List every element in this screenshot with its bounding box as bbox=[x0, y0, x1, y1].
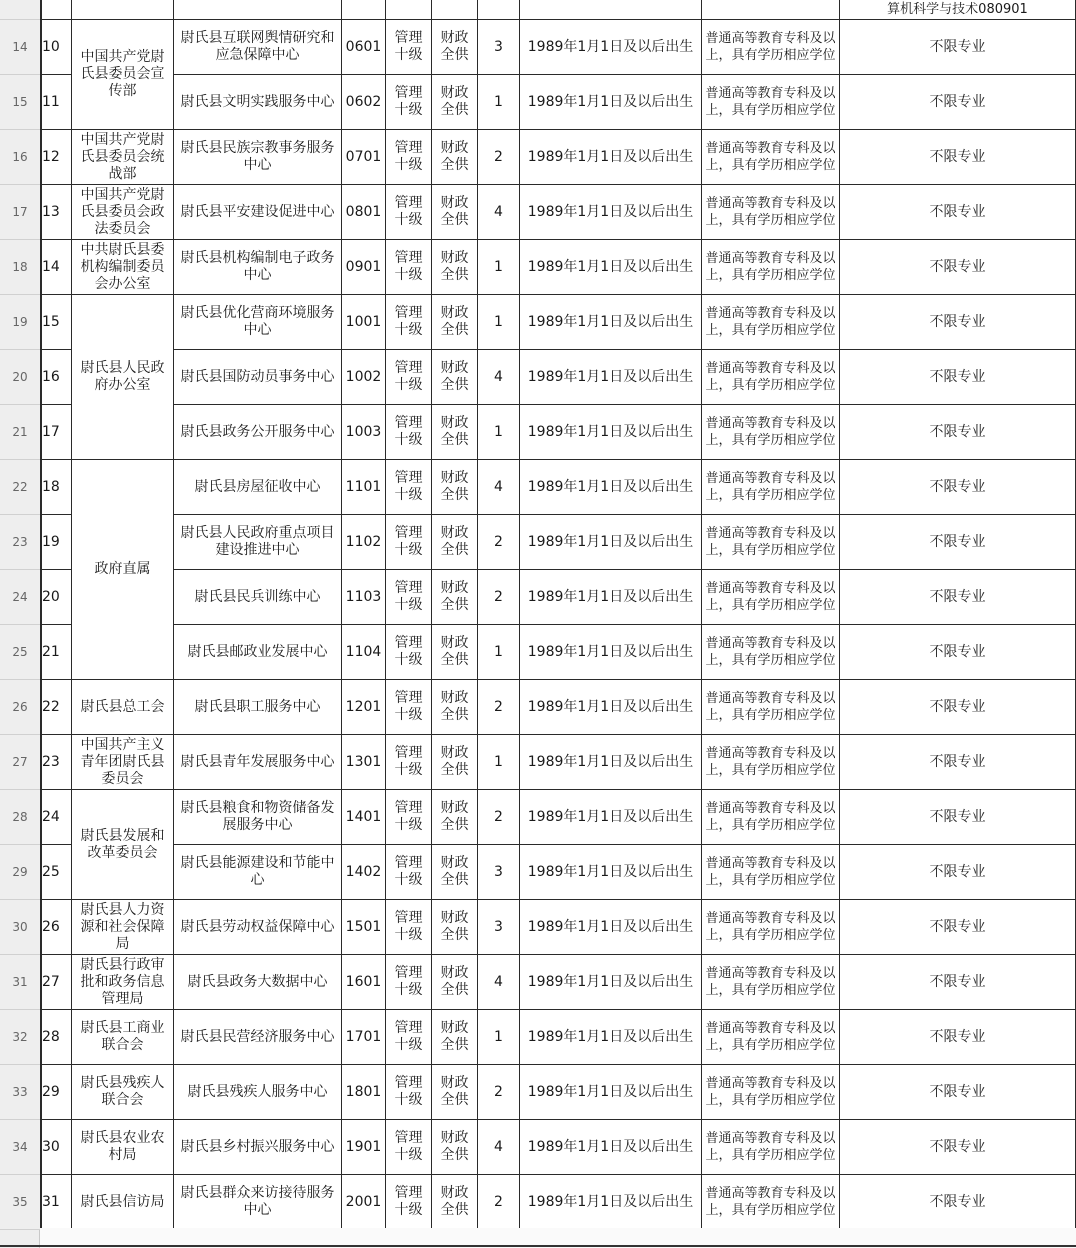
birth-cell[interactable]: 1989年1月1日及以后出生 bbox=[520, 75, 702, 130]
seq-cell[interactable]: 24 bbox=[40, 790, 72, 845]
birth-cell[interactable]: 1989年1月1日及以后出生 bbox=[520, 845, 702, 900]
education-cell[interactable]: 普通高等教育专科及以上，具有学历相应学位 bbox=[702, 625, 840, 680]
birth-cell[interactable]: 1989年1月1日及以后出生 bbox=[520, 20, 702, 75]
birth-cell[interactable]: 1989年1月1日及以后出生 bbox=[520, 1120, 702, 1175]
major-cell[interactable]: 不限专业 bbox=[840, 900, 1076, 955]
birth-cell[interactable]: 1989年1月1日及以后出生 bbox=[520, 130, 702, 185]
count-cell[interactable]: 1 bbox=[478, 625, 520, 680]
position-cell[interactable]: 尉氏县民营经济服务中心 bbox=[174, 1010, 342, 1065]
seq-cell[interactable]: 19 bbox=[40, 515, 72, 570]
level-cell[interactable]: 管理十级 bbox=[386, 405, 432, 460]
education-cell[interactable]: 普通高等教育专科及以上，具有学历相应学位 bbox=[702, 955, 840, 1010]
row-header[interactable]: 21 bbox=[0, 405, 40, 460]
major-cell[interactable]: 不限专业 bbox=[840, 955, 1076, 1010]
birth-cell[interactable]: 1989年1月1日及以后出生 bbox=[520, 735, 702, 790]
position-cell[interactable]: 尉氏县机构编制电子政务中心 bbox=[174, 240, 342, 295]
seq-cell[interactable]: 14 bbox=[40, 240, 72, 295]
seq-cell[interactable]: 22 bbox=[40, 680, 72, 735]
seq-cell[interactable]: 23 bbox=[40, 735, 72, 790]
position-cell[interactable]: 尉氏县群众来访接待服务中心 bbox=[174, 1175, 342, 1230]
count-cell[interactable]: 1 bbox=[478, 735, 520, 790]
bottom-border bbox=[0, 1245, 1076, 1247]
level-cell[interactable]: 管理十级 bbox=[386, 1010, 432, 1065]
unit-cell[interactable]: 尉氏县人民政府办公室 bbox=[72, 295, 174, 460]
level-cell[interactable]: 管理十级 bbox=[386, 570, 432, 625]
row-header[interactable]: 32 bbox=[0, 1010, 40, 1065]
top-partial-cell[interactable] bbox=[478, 0, 520, 20]
education-cell[interactable]: 普通高等教育专科及以上，具有学历相应学位 bbox=[702, 405, 840, 460]
code-cell[interactable]: 1104 bbox=[342, 625, 386, 680]
position-cell[interactable]: 尉氏县国防动员事务中心 bbox=[174, 350, 342, 405]
row-header[interactable]: 34 bbox=[0, 1120, 40, 1175]
row-header[interactable]: 24 bbox=[0, 570, 40, 625]
birth-cell[interactable]: 1989年1月1日及以后出生 bbox=[520, 515, 702, 570]
funding-cell[interactable]: 财政全供 bbox=[432, 350, 478, 405]
code-cell[interactable]: 1901 bbox=[342, 1120, 386, 1175]
count-cell[interactable]: 1 bbox=[478, 295, 520, 350]
count-cell[interactable]: 2 bbox=[478, 1065, 520, 1120]
count-cell[interactable]: 1 bbox=[478, 240, 520, 295]
major-cell[interactable]: 不限专业 bbox=[840, 680, 1076, 735]
major-cell[interactable]: 不限专业 bbox=[840, 20, 1076, 75]
level-cell[interactable]: 管理十级 bbox=[386, 955, 432, 1010]
level-cell[interactable]: 管理十级 bbox=[386, 295, 432, 350]
row-header[interactable]: 20 bbox=[0, 350, 40, 405]
code-cell[interactable]: 1301 bbox=[342, 735, 386, 790]
major-cell[interactable]: 不限专业 bbox=[840, 240, 1076, 295]
position-cell[interactable]: 尉氏县房屋征收中心 bbox=[174, 460, 342, 515]
code-cell[interactable]: 1103 bbox=[342, 570, 386, 625]
seq-cell[interactable]: 21 bbox=[40, 625, 72, 680]
major-cell[interactable]: 不限专业 bbox=[840, 845, 1076, 900]
education-cell[interactable]: 普通高等教育专科及以上，具有学历相应学位 bbox=[702, 460, 840, 515]
education-cell[interactable]: 普通高等教育专科及以上，具有学历相应学位 bbox=[702, 570, 840, 625]
birth-cell[interactable]: 1989年1月1日及以后出生 bbox=[520, 240, 702, 295]
level-cell[interactable]: 管理十级 bbox=[386, 625, 432, 680]
row-header[interactable]: 30 bbox=[0, 900, 40, 955]
position-cell[interactable]: 尉氏县残疾人服务中心 bbox=[174, 1065, 342, 1120]
row-header[interactable]: 25 bbox=[0, 625, 40, 680]
seq-cell[interactable]: 30 bbox=[40, 1120, 72, 1175]
birth-cell[interactable]: 1989年1月1日及以后出生 bbox=[520, 405, 702, 460]
funding-cell[interactable]: 财政全供 bbox=[432, 405, 478, 460]
top-partial-cell[interactable] bbox=[342, 0, 386, 20]
education-cell[interactable]: 普通高等教育专科及以上，具有学历相应学位 bbox=[702, 185, 840, 240]
unit-cell[interactable]: 中国共产主义青年团尉氏县委员会 bbox=[72, 735, 174, 790]
seq-cell[interactable]: 27 bbox=[40, 955, 72, 1010]
funding-cell[interactable]: 财政全供 bbox=[432, 75, 478, 130]
position-cell[interactable]: 尉氏县青年发展服务中心 bbox=[174, 735, 342, 790]
unit-cell[interactable]: 尉氏县发展和改革委员会 bbox=[72, 790, 174, 900]
code-cell[interactable]: 0701 bbox=[342, 130, 386, 185]
education-cell[interactable]: 普通高等教育专科及以上，具有学历相应学位 bbox=[702, 240, 840, 295]
position-cell[interactable]: 尉氏县民兵训练中心 bbox=[174, 570, 342, 625]
row-header[interactable] bbox=[0, 0, 40, 20]
seq-cell[interactable]: 29 bbox=[40, 1065, 72, 1120]
code-cell[interactable]: 1501 bbox=[342, 900, 386, 955]
major-cell[interactable]: 不限专业 bbox=[840, 1175, 1076, 1230]
funding-cell[interactable]: 财政全供 bbox=[432, 1175, 478, 1230]
code-cell[interactable]: 1003 bbox=[342, 405, 386, 460]
birth-cell[interactable]: 1989年1月1日及以后出生 bbox=[520, 1065, 702, 1120]
position-cell[interactable]: 尉氏县人民政府重点项目建设推进中心 bbox=[174, 515, 342, 570]
code-cell[interactable]: 0601 bbox=[342, 20, 386, 75]
top-partial-cell[interactable] bbox=[40, 0, 72, 20]
major-cell[interactable]: 不限专业 bbox=[840, 460, 1076, 515]
count-cell[interactable]: 3 bbox=[478, 20, 520, 75]
row-header[interactable]: 17 bbox=[0, 185, 40, 240]
code-cell[interactable]: 1402 bbox=[342, 845, 386, 900]
unit-cell[interactable]: 尉氏县残疾人联合会 bbox=[72, 1065, 174, 1120]
education-cell[interactable]: 普通高等教育专科及以上，具有学历相应学位 bbox=[702, 295, 840, 350]
unit-cell[interactable]: 中国共产党尉氏县委员会统战部 bbox=[72, 130, 174, 185]
count-cell[interactable]: 4 bbox=[478, 460, 520, 515]
position-cell[interactable]: 尉氏县平安建设促进中心 bbox=[174, 185, 342, 240]
education-cell[interactable]: 普通高等教育专科及以上，具有学历相应学位 bbox=[702, 845, 840, 900]
birth-cell[interactable]: 1989年1月1日及以后出生 bbox=[520, 570, 702, 625]
seq-cell[interactable]: 15 bbox=[40, 295, 72, 350]
row-header[interactable]: 28 bbox=[0, 790, 40, 845]
code-cell[interactable]: 2001 bbox=[342, 1175, 386, 1230]
row-header[interactable]: 23 bbox=[0, 515, 40, 570]
birth-cell[interactable]: 1989年1月1日及以后出生 bbox=[520, 790, 702, 845]
unit-cell[interactable]: 政府直属 bbox=[72, 460, 174, 680]
position-cell[interactable]: 尉氏县职工服务中心 bbox=[174, 680, 342, 735]
education-cell[interactable]: 普通高等教育专科及以上，具有学历相应学位 bbox=[702, 680, 840, 735]
education-cell[interactable]: 普通高等教育专科及以上，具有学历相应学位 bbox=[702, 515, 840, 570]
birth-cell[interactable]: 1989年1月1日及以后出生 bbox=[520, 900, 702, 955]
count-cell[interactable]: 4 bbox=[478, 1120, 520, 1175]
funding-cell[interactable]: 财政全供 bbox=[432, 1120, 478, 1175]
funding-cell[interactable]: 财政全供 bbox=[432, 1065, 478, 1120]
top-partial-cell[interactable] bbox=[432, 0, 478, 20]
top-partial-cell[interactable] bbox=[520, 0, 702, 20]
count-cell[interactable]: 2 bbox=[478, 680, 520, 735]
seq-cell[interactable]: 16 bbox=[40, 350, 72, 405]
funding-cell[interactable]: 财政全供 bbox=[432, 460, 478, 515]
level-cell[interactable]: 管理十级 bbox=[386, 240, 432, 295]
top-partial-cell[interactable] bbox=[72, 0, 174, 20]
code-cell[interactable]: 0602 bbox=[342, 75, 386, 130]
row-header[interactable]: 26 bbox=[0, 680, 40, 735]
level-cell[interactable]: 管理十级 bbox=[386, 845, 432, 900]
row-header[interactable]: 31 bbox=[0, 955, 40, 1010]
row-header[interactable]: 16 bbox=[0, 130, 40, 185]
unit-cell[interactable]: 尉氏县行政审批和政务信息管理局 bbox=[72, 955, 174, 1010]
row-header[interactable]: 19 bbox=[0, 295, 40, 350]
count-cell[interactable]: 3 bbox=[478, 845, 520, 900]
position-cell[interactable]: 尉氏县乡村振兴服务中心 bbox=[174, 1120, 342, 1175]
code-cell[interactable]: 1101 bbox=[342, 460, 386, 515]
funding-cell[interactable]: 财政全供 bbox=[432, 20, 478, 75]
position-cell[interactable]: 尉氏县粮食和物资储备发展服务中心 bbox=[174, 790, 342, 845]
birth-cell[interactable]: 1989年1月1日及以后出生 bbox=[520, 185, 702, 240]
level-cell[interactable]: 管理十级 bbox=[386, 680, 432, 735]
education-cell[interactable]: 普通高等教育专科及以上，具有学历相应学位 bbox=[702, 75, 840, 130]
major-cell[interactable]: 不限专业 bbox=[840, 625, 1076, 680]
top-partial-cell[interactable] bbox=[174, 0, 342, 20]
position-cell[interactable]: 尉氏县邮政业发展中心 bbox=[174, 625, 342, 680]
count-cell[interactable]: 2 bbox=[478, 790, 520, 845]
funding-cell[interactable]: 财政全供 bbox=[432, 570, 478, 625]
unit-cell[interactable]: 尉氏县工商业联合会 bbox=[72, 1010, 174, 1065]
count-cell[interactable]: 4 bbox=[478, 185, 520, 240]
seq-cell[interactable]: 31 bbox=[40, 1175, 72, 1230]
count-cell[interactable]: 4 bbox=[478, 955, 520, 1010]
seq-cell[interactable]: 11 bbox=[40, 75, 72, 130]
major-cell[interactable]: 不限专业 bbox=[840, 75, 1076, 130]
position-cell[interactable]: 尉氏县互联网舆情研究和应急保障中心 bbox=[174, 20, 342, 75]
position-cell[interactable]: 尉氏县政务公开服务中心 bbox=[174, 405, 342, 460]
count-cell[interactable]: 1 bbox=[478, 405, 520, 460]
birth-cell[interactable]: 1989年1月1日及以后出生 bbox=[520, 350, 702, 405]
row-header[interactable]: 22 bbox=[0, 460, 40, 515]
row-header[interactable]: 15 bbox=[0, 75, 40, 130]
major-cell[interactable]: 不限专业 bbox=[840, 185, 1076, 240]
birth-cell[interactable]: 1989年1月1日及以后出生 bbox=[520, 1175, 702, 1230]
education-cell[interactable]: 普通高等教育专科及以上，具有学历相应学位 bbox=[702, 1175, 840, 1230]
position-cell[interactable]: 尉氏县政务大数据中心 bbox=[174, 955, 342, 1010]
funding-cell[interactable]: 财政全供 bbox=[432, 845, 478, 900]
education-cell[interactable]: 普通高等教育专科及以上，具有学历相应学位 bbox=[702, 900, 840, 955]
birth-cell[interactable]: 1989年1月1日及以后出生 bbox=[520, 295, 702, 350]
row-header[interactable]: 18 bbox=[0, 240, 40, 295]
birth-cell[interactable]: 1989年1月1日及以后出生 bbox=[520, 625, 702, 680]
major-cell[interactable]: 不限专业 bbox=[840, 570, 1076, 625]
row-header[interactable]: 35 bbox=[0, 1175, 40, 1230]
row-header[interactable]: 33 bbox=[0, 1065, 40, 1120]
education-cell[interactable]: 普通高等教育专科及以上，具有学历相应学位 bbox=[702, 1065, 840, 1120]
seq-cell[interactable]: 13 bbox=[40, 185, 72, 240]
code-cell[interactable]: 1002 bbox=[342, 350, 386, 405]
major-cell[interactable]: 不限专业 bbox=[840, 405, 1076, 460]
level-cell[interactable]: 管理十级 bbox=[386, 1120, 432, 1175]
code-cell[interactable]: 1601 bbox=[342, 955, 386, 1010]
funding-cell[interactable]: 财政全供 bbox=[432, 185, 478, 240]
birth-cell[interactable]: 1989年1月1日及以后出生 bbox=[520, 955, 702, 1010]
table-left-border bbox=[40, 0, 42, 1230]
code-cell[interactable]: 1102 bbox=[342, 515, 386, 570]
funding-cell[interactable]: 财政全供 bbox=[432, 900, 478, 955]
education-cell[interactable]: 普通高等教育专科及以上，具有学历相应学位 bbox=[702, 350, 840, 405]
count-cell[interactable]: 4 bbox=[478, 350, 520, 405]
top-partial-cell[interactable] bbox=[702, 0, 840, 20]
unit-cell[interactable]: 尉氏县农业农村局 bbox=[72, 1120, 174, 1175]
seq-cell[interactable]: 25 bbox=[40, 845, 72, 900]
level-cell[interactable]: 管理十级 bbox=[386, 1175, 432, 1230]
birth-cell[interactable]: 1989年1月1日及以后出生 bbox=[520, 680, 702, 735]
unit-cell[interactable]: 中共尉氏县委机构编制委员会办公室 bbox=[72, 240, 174, 295]
major-cell[interactable]: 不限专业 bbox=[840, 295, 1076, 350]
birth-cell[interactable]: 1989年1月1日及以后出生 bbox=[520, 1010, 702, 1065]
seq-cell[interactable]: 20 bbox=[40, 570, 72, 625]
funding-cell[interactable]: 财政全供 bbox=[432, 295, 478, 350]
level-cell[interactable]: 管理十级 bbox=[386, 75, 432, 130]
unit-cell[interactable]: 中国共产党尉氏县委员会政法委员会 bbox=[72, 185, 174, 240]
major-cell[interactable]: 不限专业 bbox=[840, 130, 1076, 185]
code-cell[interactable]: 1801 bbox=[342, 1065, 386, 1120]
major-cell[interactable]: 不限专业 bbox=[840, 1120, 1076, 1175]
count-cell[interactable]: 2 bbox=[478, 130, 520, 185]
major-cell[interactable]: 不限专业 bbox=[840, 515, 1076, 570]
code-cell[interactable]: 1201 bbox=[342, 680, 386, 735]
code-cell[interactable]: 0901 bbox=[342, 240, 386, 295]
funding-cell[interactable]: 财政全供 bbox=[432, 625, 478, 680]
level-cell[interactable]: 管理十级 bbox=[386, 900, 432, 955]
position-cell[interactable]: 尉氏县能源建设和节能中心 bbox=[174, 845, 342, 900]
code-cell[interactable]: 0801 bbox=[342, 185, 386, 240]
seq-cell[interactable]: 12 bbox=[40, 130, 72, 185]
level-cell[interactable]: 管理十级 bbox=[386, 1065, 432, 1120]
row-header[interactable]: 29 bbox=[0, 845, 40, 900]
funding-cell[interactable]: 财政全供 bbox=[432, 790, 478, 845]
count-cell[interactable]: 1 bbox=[478, 1010, 520, 1065]
funding-cell[interactable]: 财政全供 bbox=[432, 515, 478, 570]
position-cell[interactable]: 尉氏县优化营商环境服务中心 bbox=[174, 295, 342, 350]
position-cell[interactable]: 尉氏县劳动权益保障中心 bbox=[174, 900, 342, 955]
level-cell[interactable]: 管理十级 bbox=[386, 515, 432, 570]
seq-cell[interactable]: 18 bbox=[40, 460, 72, 515]
level-cell[interactable]: 管理十级 bbox=[386, 350, 432, 405]
count-cell[interactable]: 3 bbox=[478, 900, 520, 955]
funding-cell[interactable]: 财政全供 bbox=[432, 1010, 478, 1065]
seq-cell[interactable]: 26 bbox=[40, 900, 72, 955]
level-cell[interactable]: 管理十级 bbox=[386, 735, 432, 790]
funding-cell[interactable]: 财政全供 bbox=[432, 735, 478, 790]
unit-cell[interactable]: 尉氏县人力资源和社会保障局 bbox=[72, 900, 174, 955]
education-cell[interactable]: 普通高等教育专科及以上，具有学历相应学位 bbox=[702, 20, 840, 75]
level-cell[interactable]: 管理十级 bbox=[386, 20, 432, 75]
funding-cell[interactable]: 财政全供 bbox=[432, 240, 478, 295]
level-cell[interactable]: 管理十级 bbox=[386, 185, 432, 240]
seq-cell[interactable]: 17 bbox=[40, 405, 72, 460]
position-cell[interactable]: 尉氏县民族宗教事务服务中心 bbox=[174, 130, 342, 185]
funding-cell[interactable]: 财政全供 bbox=[432, 955, 478, 1010]
education-cell[interactable]: 普通高等教育专科及以上，具有学历相应学位 bbox=[702, 735, 840, 790]
major-cell[interactable]: 不限专业 bbox=[840, 350, 1076, 405]
top-partial-cell[interactable] bbox=[386, 0, 432, 20]
seq-cell[interactable]: 10 bbox=[40, 20, 72, 75]
row-header[interactable]: 27 bbox=[0, 735, 40, 790]
major-cell[interactable]: 不限专业 bbox=[840, 735, 1076, 790]
code-cell[interactable]: 1001 bbox=[342, 295, 386, 350]
count-cell[interactable]: 2 bbox=[478, 515, 520, 570]
count-cell[interactable]: 1 bbox=[478, 75, 520, 130]
unit-cell[interactable]: 中国共产党尉氏县委员会宣传部 bbox=[72, 20, 174, 130]
code-cell[interactable]: 1701 bbox=[342, 1010, 386, 1065]
top-partial-major-cell[interactable]: 算机科学与技术080901 bbox=[840, 0, 1076, 20]
position-cell[interactable]: 尉氏县文明实践服务中心 bbox=[174, 75, 342, 130]
row-header[interactable]: 14 bbox=[0, 20, 40, 75]
level-cell[interactable]: 管理十级 bbox=[386, 790, 432, 845]
education-cell[interactable]: 普通高等教育专科及以上，具有学历相应学位 bbox=[702, 790, 840, 845]
level-cell[interactable]: 管理十级 bbox=[386, 460, 432, 515]
code-cell[interactable]: 1401 bbox=[342, 790, 386, 845]
count-cell[interactable]: 2 bbox=[478, 1175, 520, 1230]
education-cell[interactable]: 普通高等教育专科及以上，具有学历相应学位 bbox=[702, 1120, 840, 1175]
unit-cell[interactable]: 尉氏县总工会 bbox=[72, 680, 174, 735]
major-cell[interactable]: 不限专业 bbox=[840, 1065, 1076, 1120]
funding-cell[interactable]: 财政全供 bbox=[432, 680, 478, 735]
education-cell[interactable]: 普通高等教育专科及以上，具有学历相应学位 bbox=[702, 130, 840, 185]
major-cell[interactable]: 不限专业 bbox=[840, 790, 1076, 845]
unit-cell[interactable]: 尉氏县信访局 bbox=[72, 1175, 174, 1230]
level-cell[interactable]: 管理十级 bbox=[386, 130, 432, 185]
major-cell[interactable]: 不限专业 bbox=[840, 1010, 1076, 1065]
seq-cell[interactable]: 28 bbox=[40, 1010, 72, 1065]
count-cell[interactable]: 2 bbox=[478, 570, 520, 625]
birth-cell[interactable]: 1989年1月1日及以后出生 bbox=[520, 460, 702, 515]
education-cell[interactable]: 普通高等教育专科及以上，具有学历相应学位 bbox=[702, 1010, 840, 1065]
funding-cell[interactable]: 财政全供 bbox=[432, 130, 478, 185]
